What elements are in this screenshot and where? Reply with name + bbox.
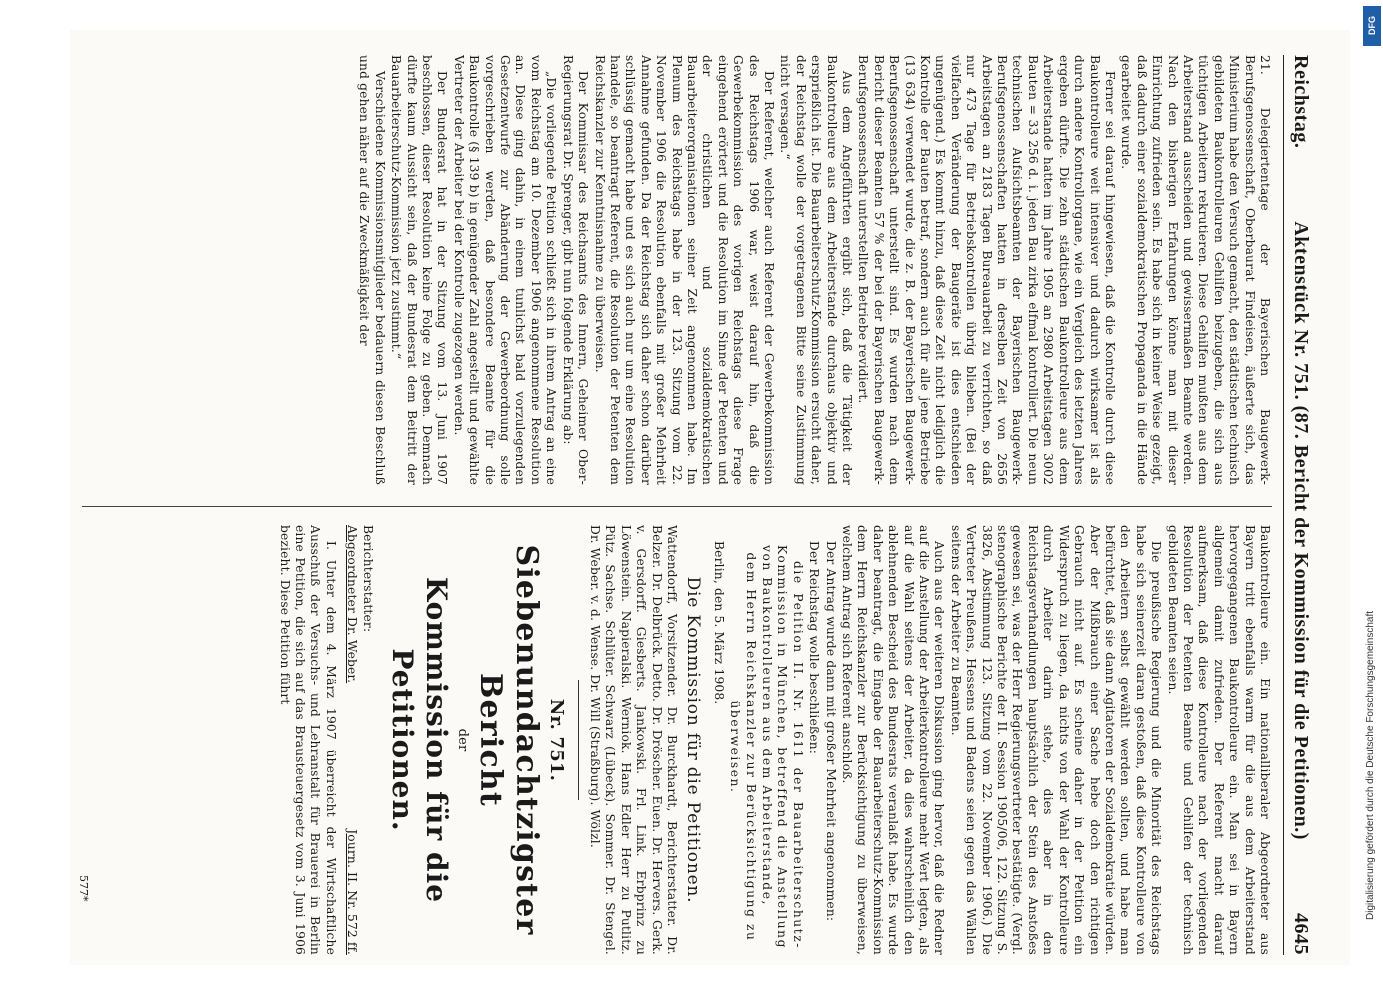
rotated-page — [68, 55, 1318, 955]
resolution-action: dem Herrn Reichskanzler zur Berücksichtigung zu überweisen. — [728, 552, 758, 942]
footer-mark: 577* — [77, 875, 90, 902]
header-title: Aktenstück Nr. 751. (87. Bericht der Kommission für die Petitionen.) — [1290, 221, 1313, 840]
left-paragraph: Aus dem Angeführten ergibt sich, daß die Tätigkeit der Baukontrolleure aus dem Arbeiterstande durchaus objektiv und ersprießlich ist. Die Bauarbeiterschutz-Kommission ersucht daher, der Reichstag wolle der vorgetragenen Bitte seine Zustimmung nicht versagen.“ — [778, 55, 855, 485]
place-date: Berlin, den 5. März 1908. — [711, 541, 726, 705]
left-paragraph: „Die vorliegende Petition schließt sich in ihrem Antrag an eine vom Reichstag am 10. Dezember 1906 angenommene Resolution an. Diese ging dahin, in einem tunlichst bald vorzulegenden Gesetzentwurfe zur Abänderung der Gewerbeordnung solle vorgeschrieben werden, daß besondere Beamte für die Baukontrolle (§ 139 b) in genügender Zahl angestellt und gewählte Vertreter der Arbeiter bei der Kontrolle zugezogen werden. — [451, 55, 559, 485]
reporter-label: Berichterstatter: — [360, 525, 375, 633]
page-header — [1283, 55, 1318, 955]
report-subtitle: Kommission für die Petitionen. — [385, 576, 453, 904]
right-paragraph: Der Antrag wurde dann mit großer Mehrheit angenommen: — [823, 541, 838, 922]
left-column — [82, 55, 1272, 485]
resolution-intro: Der Reichstag wolle beschließen: — [807, 541, 822, 755]
member-list: Wattendorff, Vorsitzender. Dr. Burckhardt, Berichterstatter. Dr. Belzer. Dr. Delbrück. Detto. Dr. Dröscher. Euen. Dr. Hervers. Gerk. v. Gersdorff. Giesberts. Jankowski. Frl. Link. Erbprinz zu Löwenstein. Napieralski. Werniok. Hans Edler Herr zu Putlitz. Pütz. Sachse. Schlüter. Schwarz (Lübeck). Sommer. Dr. Stengel. Dr. Weber. v. d. Wense. Dr. Will (Straßburg). Wölzl. — [587, 525, 679, 955]
digitization-note: Digitalisierung gefördert durch die Deutsche Forschungsgemeinschaft — [1365, 610, 1376, 920]
left-paragraph: Der Referent, welcher auch Referent der Gewerbekommission des Reichstags 1906 war, weist darauf hin, daß die Gewerbekommission des vorigen Reichstags diese Frage eingehend erörtert und die Resolution im Sinne der Petenten und der christlichen und sozialdemokratischen Bauarbeiterorganisationen seiner Zeit angenommen habe. Im Plenum des Reichstags habe in der 123. Sitzung vom 22. November 1906 die Resolution ebenfalls mit großer Mehrheit Annahme gefunden. Da der Reichstag sich daher schon darüber schlüssig gemacht habe und es sich auch nur um eine Resolution handele, so beantragt Referent, die Resolution der Petenten dem Reichskanzler zur Kenntnisnahme zu überweisen. — [592, 55, 776, 485]
left-paragraph: Ferner sei darauf hingewiesen, daß die Kontrolle durch diese Baukontrolleure weit intensiver und dadurch wirksamer ist als durch andere Kontrollorgane, wie ein Vergleich des letzten Jahres ergeben dürfte. Die zehn städtischen Baukontrolleure aus dem Arbeiterstande hatten im Jahre 1905 an 2980 Arbeitstagen 3002 Bauten = 33 256 d. i. jeden Bau zirka elfmal kontrolliert. Die neun technischen Aufsichtsbeamten der Bayerischen Baugewerk-Berufsgenossenschaften hatten in derselben Zeit von 2656 Arbeitstagen an 2183 Tagen Bureauarbeit zu verrichten, so daß nur 473 Tage für Betriebskontrollen übrig blieben. (Bei der vielfachen Veränderung der Baugeräte ist dies entschieden ungenügend.) Es kommt hinzu, daß diese Zeit nicht lediglich die Kontrolle der Bauten betraf, sondern auch für alle jene Betriebe (13 634) verwendet wurde, die z. B. der Bayerischen Baugewerk-Berufsgenossenschaft unterstellt sind. Es wurden nach dem Bericht dieser Beamten 57 % der bei der Bayerischen Baugewerk-Berufsgenossenschaft unterstellten Betriebe revidiert. — [856, 55, 1117, 485]
dfg-logo: DFG — [1363, 6, 1381, 46]
right-paragraph: Auch aus der weiteren Diskussion ging hervor, daß die Redner auf die Anstellung der Arbeiterkontrolleure mehr Wert legten, als auf die Wahl seitens der Arbeiter, da dies wahrscheinlich den ablehnenden Bescheid des Bundesrats veranlaßt habe. Es wurde daher beantragt, die Eingabe der Bauarbeiterschutz-Kommission dem Herrn Reichskanzler zur Berücksichtigung zu überweisen, welchem Antrag sich Referent anschloß. — [840, 525, 947, 955]
document-number: Nr. 751. — [545, 698, 567, 782]
report-title: Siebenundachtzigster Bericht — [473, 544, 545, 936]
separator-rule — [578, 680, 579, 800]
right-column — [82, 525, 1272, 955]
commission-heading: Die Kommission für die Petitionen. — [683, 576, 704, 904]
left-paragraph: Der Bundesrat hat in der Sitzung vom 13. Juni 1907 beschlossen, dieser Resolution keine Folge zu geben. Demnach dürfte kaum Aussicht sein, daß der Bundesrat dem Beitritt der Bauarbeiterschutz-Kommission jetzt zustimmt.“ — [389, 55, 450, 485]
resolution-body: die Petition II. Nr. 1611 der Bauarbeiterschutz-Kommission in München, betreffend die Anstellung von Baukontrolleuren aus dem Arbeiterstande, — [760, 545, 805, 949]
journal-reference: Journ. II. Nr. 572 ff. — [345, 829, 360, 955]
reporter-row — [344, 525, 359, 955]
right-paragraph: Baukontrolleure ein. Ein nationalliberaler Abgeordneter aus Bayern tritt ebenfalls warm für die aus dem Arbeiterstand hervorgegangenen Baukontrolleure ein. Man sei in Bayern allgemein damit zufrieden. Der Referent macht darauf aufmerksam, daß diese Kontrolleure nach der vorliegenden Resolution der Petenten Beamte und Gehilfen der technisch gebildeten Beamten seien. — [1165, 525, 1272, 955]
column-divider — [82, 506, 1272, 507]
left-paragraph: 21. Delegiertentage der Bayerischen Baugewerk-Berufsgenossenschaft, Oberbaurat Findeisen, äußerte sich, das Ministerium habe den Versuch gemacht, den städtischen technisch gebildeten Baukontrolleuren Gehilfen beizugeben, die sich aus tüchtigen Arbeitern rekrutieren. Diese Gehilfen mußten aus dem Arbeiterstand ausscheiden und gewissermaßen Beamte werden. Nach den bisherigen Erfahrungen könne man mit dieser Einrichtung zufrieden sein. Es habe sich in keiner Weise gezeigt, daß dadurch einer sozialdemokratischen Propaganda in die Hände gearbeitet wurde. — [1119, 55, 1272, 485]
left-paragraph: Der Kommissar des Reichsamts des Innern, Geheimer Ober-Regierungsrat Dr. Sprenger, gibt nun folgende Erklärung ab: — [560, 55, 591, 485]
right-paragraph: Die preußische Regierung und die Minorität des Reichstags habe sich seinerzeit daran gestoßen, daß diese Kontrolleure von den Arbeitern selbst gewählt werden sollten, und habe man befürchtet, daß sie dann Agitatoren der Sozialdemokratie würden. Aber der Mißbrauch einer Sache hebe doch den richtigen Gebrauch nicht auf. Es scheine daher in der Petition ein Widerspruch zu liegen, da nichts von der Wahl der Kontrolleure durch Arbeiter darin stehe, dies aber in den Reichstagsverhandlungen hauptsächlich der Stein des Anstoßes gewesen sei, was der Herr Regierungsvertreter bestätigte. (Vergl. stenographische Berichte der II. Session 1905/06, 122. Sitzung S. 3826, Abstimmung 123. Sitzung vom 22. November 1906.) Die Vertreter Preußens, Hessens und Badens seien gegen das Wählen seitens der Arbeiter zu Beamten. — [948, 525, 1164, 955]
reporter-name: Abgeordneter Dr. Weber. — [345, 525, 360, 684]
report-der: der — [455, 728, 471, 752]
header-left: Reichstag. — [1290, 55, 1313, 149]
item-one-paragraph: I. Unter dem 4. März 1907 überreicht der Wirtschaftliche Ausschuß der Versuchs- und Lehranstalt für Brauerei in Berlin eine Petition, die sich auf das Brausteuergesetz vom 3. Juni 1906 bezieht. Diese Petition führt — [277, 525, 338, 955]
page-number: 4645 — [1290, 913, 1313, 955]
left-paragraph: Verschiedene Kommissionsmitglieder bedauern diesen Beschluß und gehen näher auf die Zweckmäßigkeit der — [357, 55, 387, 485]
